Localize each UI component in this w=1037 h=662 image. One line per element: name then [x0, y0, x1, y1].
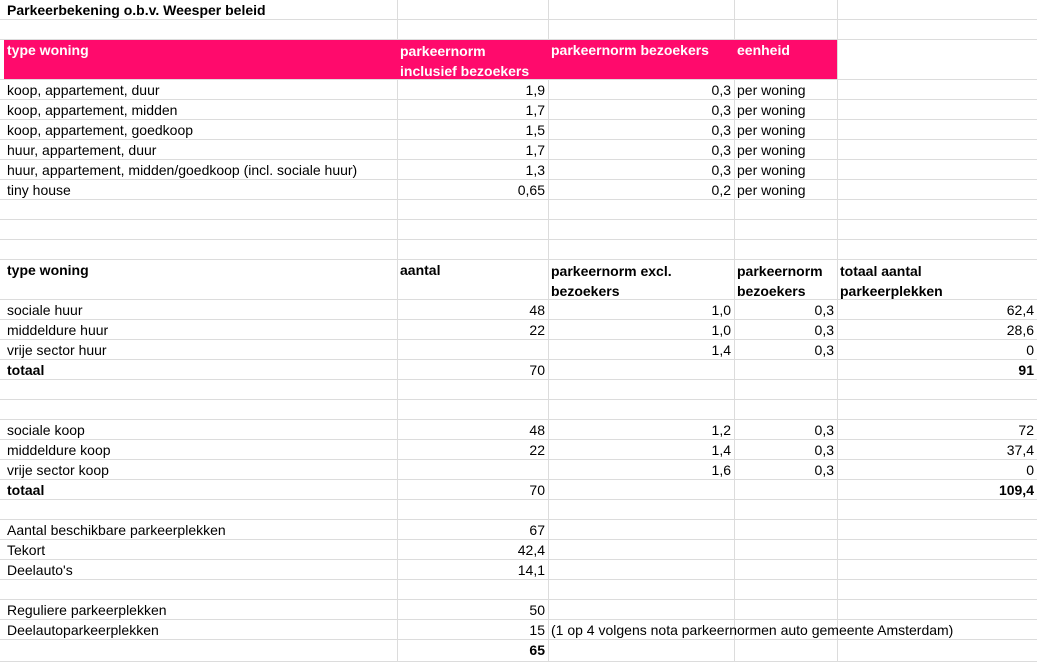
cell[interactable]: koop, appartement, midden — [7, 102, 178, 118]
total-label[interactable]: totaal — [7, 482, 45, 498]
cell[interactable]: 28,6 — [1006, 322, 1034, 338]
cell[interactable]: 1,6 — [711, 462, 731, 478]
table-row — [0, 460, 1037, 480]
total-count[interactable]: 70 — [529, 482, 545, 498]
header-cell[interactable]: eenheid — [734, 40, 837, 79]
cell[interactable]: per woning — [737, 82, 806, 98]
plekken-value[interactable]: 50 — [529, 602, 545, 618]
summary-row — [0, 560, 1037, 580]
cell[interactable] — [397, 340, 548, 359]
summary-value[interactable]: 67 — [529, 522, 545, 538]
empty-row — [0, 380, 1037, 400]
plekken-label[interactable]: Reguliere parkeerplekken — [7, 602, 167, 618]
summary-label[interactable]: Deelauto's — [7, 562, 73, 578]
cell[interactable]: 1,4 — [711, 342, 731, 358]
empty-cell[interactable] — [837, 40, 1037, 79]
cell[interactable]: 0 — [1026, 342, 1034, 358]
cell[interactable]: 0,65 — [517, 182, 545, 198]
cell[interactable]: sociale koop — [7, 422, 85, 438]
summary-row — [0, 540, 1037, 560]
cell[interactable]: 1,7 — [525, 102, 545, 118]
total-label[interactable]: totaal — [7, 362, 45, 378]
empty-row — [0, 220, 1037, 240]
table-row — [0, 100, 1037, 120]
cell[interactable]: sociale huur — [7, 302, 83, 318]
cell[interactable]: 0,3 — [814, 322, 834, 338]
title-row — [0, 0, 1037, 20]
plekken-total-row — [0, 640, 1037, 662]
summary-value[interactable]: 14,1 — [517, 562, 545, 578]
empty-row — [0, 20, 1037, 40]
summary-label[interactable]: Tekort — [7, 542, 46, 558]
table-row — [0, 160, 1037, 180]
table-row — [0, 300, 1037, 320]
plekken-note[interactable]: (1 op 4 volgens nota parkeernormen auto gemeente Amsterdam) — [551, 622, 954, 638]
cell[interactable]: 1,0 — [711, 302, 731, 318]
empty-row — [0, 400, 1037, 420]
cell[interactable]: 22 — [529, 442, 545, 458]
cell[interactable]: 0,3 — [711, 102, 731, 118]
header-cell[interactable]: parkeernorm inclusief bezoekers — [397, 40, 548, 79]
empty-row — [0, 500, 1037, 520]
cell[interactable]: tiny house — [7, 182, 71, 198]
plekken-label[interactable]: Deelautoparkeerplekken — [7, 622, 159, 638]
plekken-row — [0, 620, 1037, 640]
cell[interactable]: 1,3 — [525, 162, 545, 178]
cell[interactable]: 1,0 — [711, 322, 731, 338]
cell[interactable]: koop, appartement, duur — [7, 82, 160, 98]
plekken-value[interactable]: 15 — [529, 622, 545, 638]
table-row — [0, 140, 1037, 160]
cell[interactable]: 1,5 — [525, 122, 545, 138]
header-cell[interactable]: totaal aantal parkeerplekken — [840, 263, 943, 299]
table-row — [0, 180, 1037, 200]
table-row — [0, 340, 1037, 360]
header-cell[interactable]: parkeernorm excl. bezoekers — [551, 263, 672, 299]
cell[interactable]: 72 — [1018, 422, 1034, 438]
total-count[interactable]: 70 — [529, 362, 545, 378]
cell[interactable]: vrije sector huur — [7, 342, 107, 358]
cell[interactable]: 1,2 — [711, 422, 731, 438]
cell[interactable]: 37,4 — [1006, 442, 1034, 458]
cell[interactable]: 0,3 — [711, 82, 731, 98]
cell[interactable]: 0,2 — [711, 182, 731, 198]
cell[interactable]: vrije sector koop — [7, 462, 109, 478]
total-value[interactable]: 91 — [1018, 362, 1034, 378]
table-row — [0, 120, 1037, 140]
cell[interactable]: 0,3 — [814, 342, 834, 358]
header-cell[interactable]: type woning — [7, 262, 89, 278]
cell[interactable]: 0,3 — [711, 142, 731, 158]
table-row — [0, 80, 1037, 100]
cell[interactable]: per woning — [737, 122, 806, 138]
total-row — [0, 360, 1037, 380]
empty-row — [0, 240, 1037, 260]
cell[interactable]: 0,3 — [711, 122, 731, 138]
cell[interactable]: 0,3 — [814, 462, 834, 478]
cell[interactable]: 0,3 — [814, 422, 834, 438]
cell[interactable]: per woning — [737, 142, 806, 158]
cell[interactable] — [397, 460, 548, 479]
cell[interactable]: 1,9 — [525, 82, 545, 98]
cell[interactable]: middeldure koop — [7, 442, 111, 458]
cell[interactable]: 48 — [529, 422, 545, 438]
cell[interactable]: huur, appartement, duur — [7, 142, 157, 158]
summary-row — [0, 520, 1037, 540]
cell[interactable]: huur, appartement, midden/goedkoop (incl. sociale huur) — [7, 162, 358, 178]
cell[interactable]: koop, appartement, goedkoop — [7, 122, 194, 138]
plekken-total[interactable]: 65 — [529, 642, 545, 658]
cell[interactable]: per woning — [737, 182, 806, 198]
header-cell[interactable]: aantal — [400, 262, 441, 278]
plekken-row — [0, 600, 1037, 620]
cell[interactable]: 62,4 — [1006, 302, 1034, 318]
summary-label[interactable]: Aantal beschikbare parkeerplekken — [7, 522, 226, 538]
cell[interactable]: 0,3 — [814, 442, 834, 458]
cell[interactable]: 1,4 — [711, 442, 731, 458]
total-row — [0, 480, 1037, 500]
cell[interactable]: per woning — [737, 102, 806, 118]
cell[interactable]: 0,3 — [814, 302, 834, 318]
cell[interactable]: 1,7 — [525, 142, 545, 158]
table-row — [0, 440, 1037, 460]
header-cell[interactable]: parkeernorm bezoekers — [548, 40, 734, 79]
empty-row — [0, 580, 1037, 600]
summary-value[interactable]: 42,4 — [517, 542, 545, 558]
cell[interactable]: 0,3 — [711, 162, 731, 178]
header-cell[interactable]: parkeernorm bezoekers — [737, 263, 823, 299]
table-row — [0, 420, 1037, 440]
cell[interactable]: 48 — [529, 302, 545, 318]
table2-header-row — [0, 260, 1037, 300]
header-cell[interactable]: type woning — [4, 40, 397, 79]
table-row — [0, 320, 1037, 340]
sheet-title[interactable]: Parkeerbekening o.b.v. Weesper beleid — [7, 2, 266, 18]
cell[interactable]: middeldure huur — [7, 322, 109, 338]
cell[interactable]: 0 — [1026, 462, 1034, 478]
cell[interactable]: 22 — [529, 322, 545, 338]
cell[interactable]: per woning — [737, 162, 806, 178]
total-value[interactable]: 109,4 — [998, 482, 1034, 498]
empty-row — [0, 200, 1037, 220]
table1-header-row — [0, 40, 1037, 80]
